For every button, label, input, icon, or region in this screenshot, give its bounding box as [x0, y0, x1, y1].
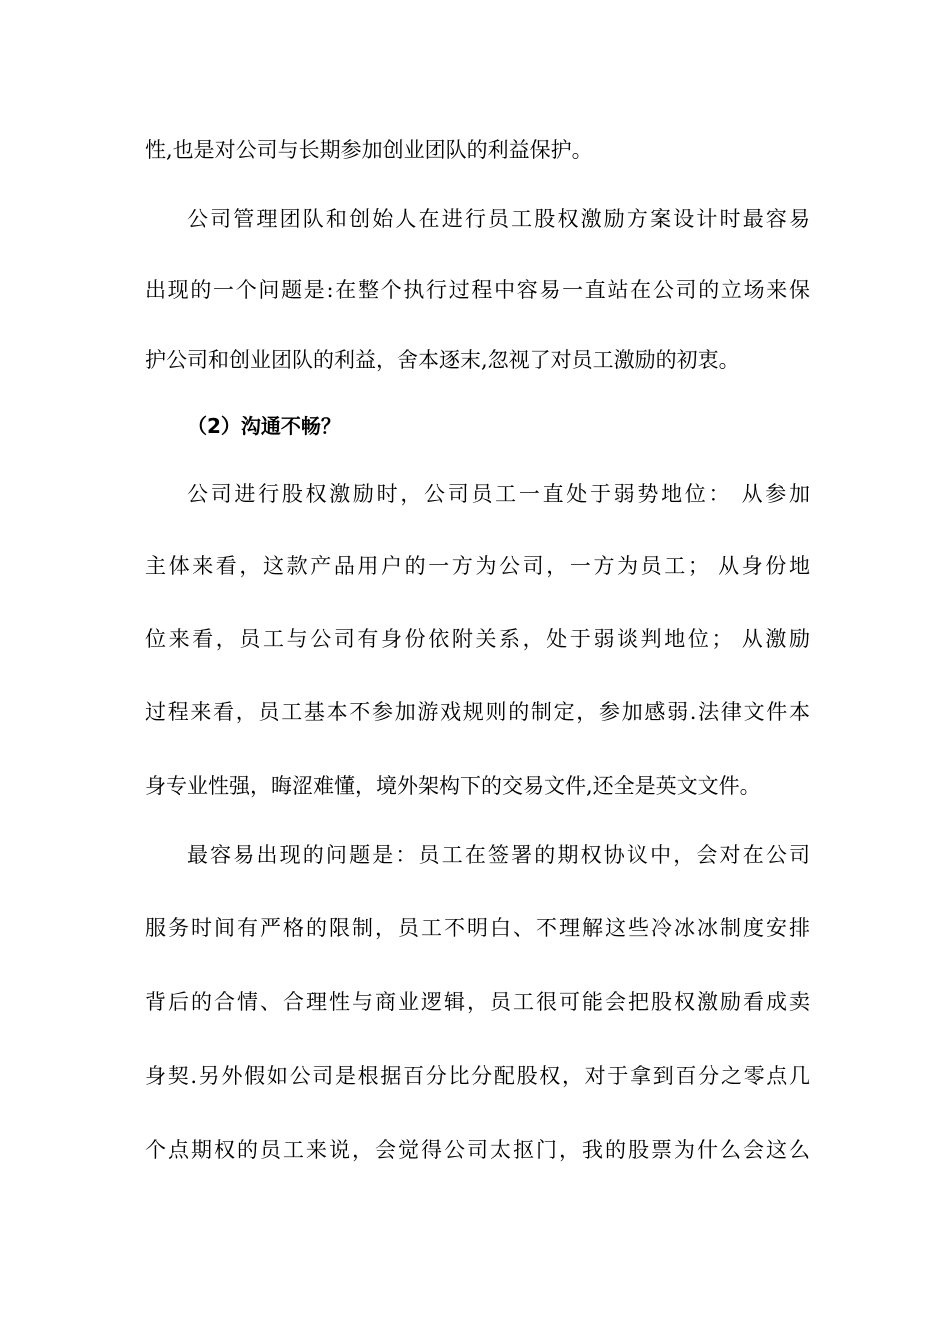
text-line: 主体来看，这款产品用户的一方为公司，一方为员工； 从身份地: [145, 554, 810, 578]
text-line: 身专业性强，晦涩难懂，境外架构下的交易文件,还全是英文文件。: [145, 774, 761, 798]
section-heading: （2）沟通不畅？: [187, 414, 341, 438]
text-line: 过程来看，员工基本不参加游戏规则的制定，参加感弱.法律文件本: [145, 700, 810, 724]
text-line: 公司管理团队和创始人在进行员工股权激励方案设计时最容易: [187, 207, 810, 231]
text-line: 身契.另外假如公司是根据百分比分配股权，对于拿到百分之零点几: [145, 1064, 810, 1088]
text-line: 护公司和创业团队的利益，舍本逐末,忽视了对员工激励的初衷。: [145, 348, 740, 372]
text-line: 公司进行股权激励时，公司员工一直处于弱势地位： 从参加: [187, 482, 810, 506]
text-line: 出现的一个问题是:在整个执行过程中容易一直站在公司的立场来保: [145, 278, 810, 302]
text-line: 最容易出现的问题是：员工在签署的期权协议中，会对在公司: [187, 843, 810, 867]
text-line: 服务时间有严格的限制，员工不明白、不理解这些冷冰冰制度安排: [145, 916, 810, 940]
text-line: 位来看，员工与公司有身份依附关系，处于弱谈判地位； 从激励: [145, 627, 810, 651]
text-line: 背后的合情、合理性与商业逻辑，员工很可能会把股权激励看成卖: [145, 990, 810, 1014]
text-line: 个点期权的员工来说，会觉得公司太抠门，我的股票为什么会这么: [145, 1138, 810, 1162]
text-line: 性,也是对公司与长期参加创业团队的利益保护。: [145, 138, 593, 162]
